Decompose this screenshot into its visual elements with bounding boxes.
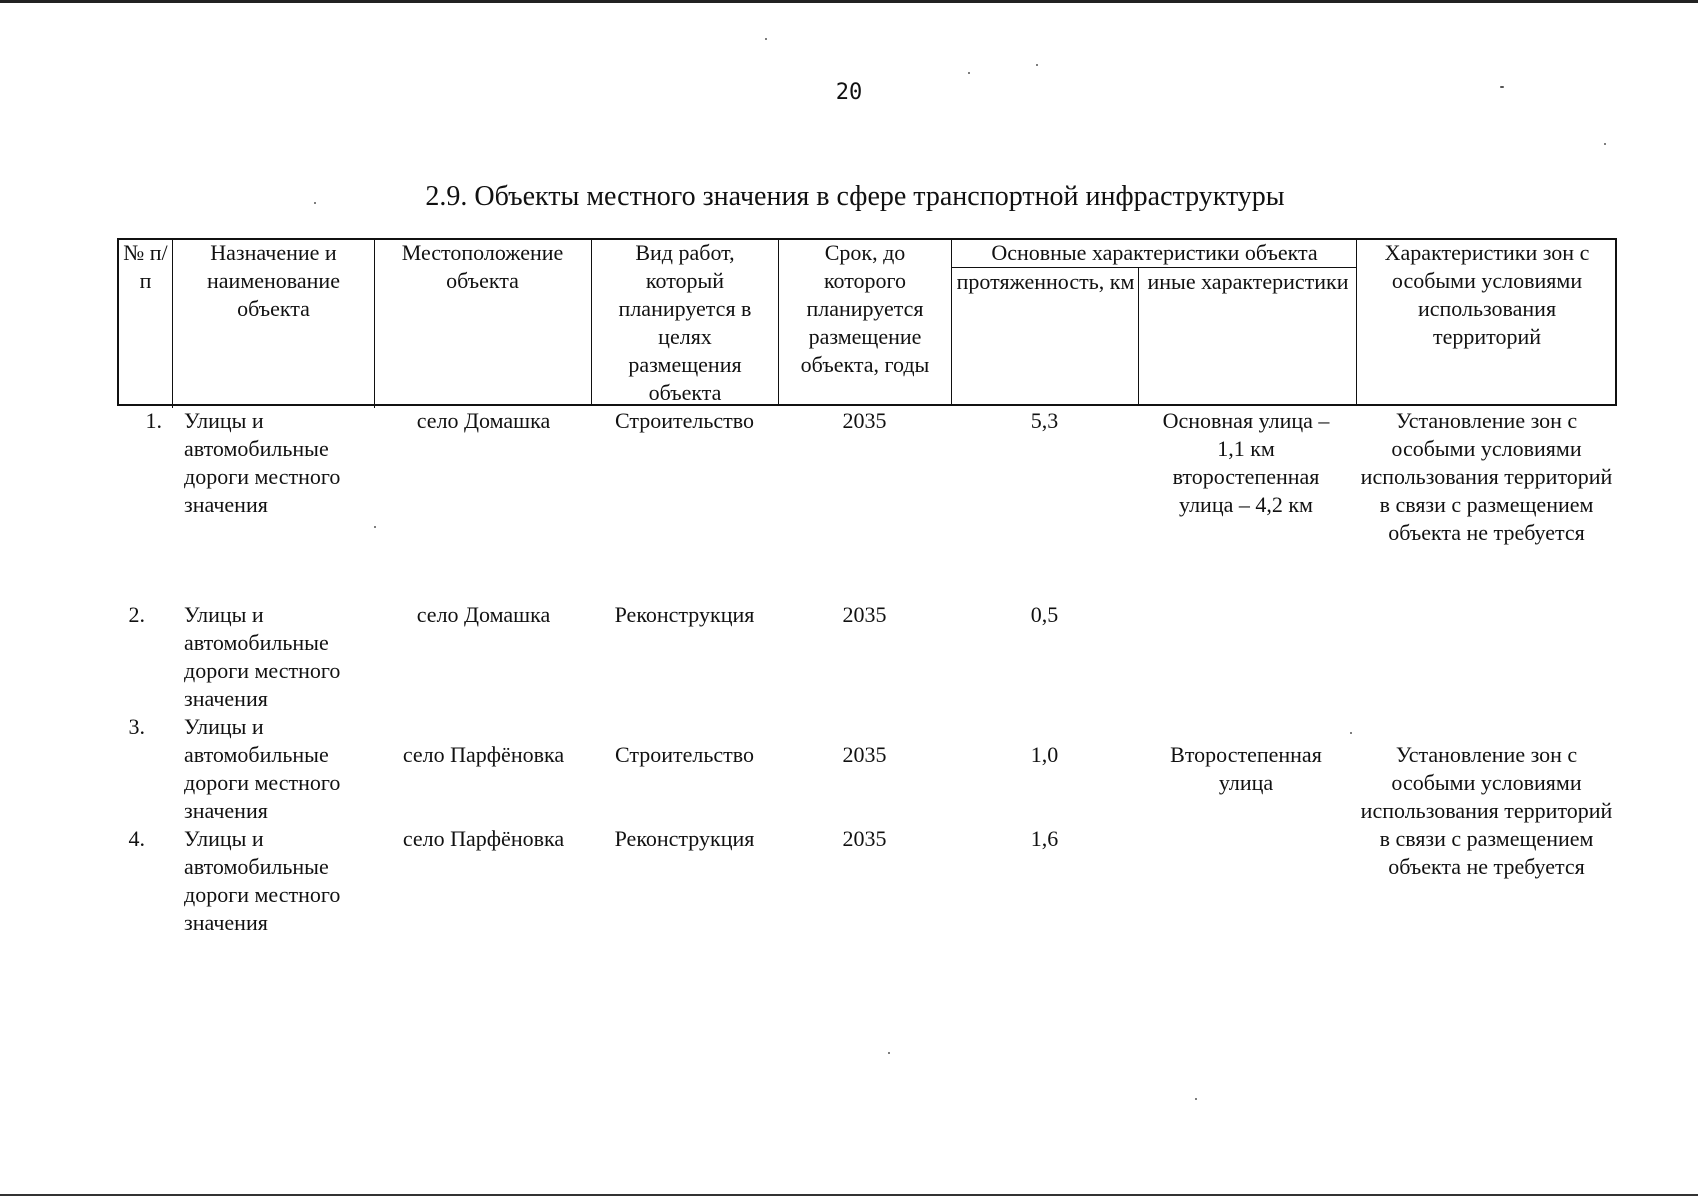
- page-number: 20: [835, 80, 863, 105]
- col-divider: [951, 238, 952, 406]
- col-divider: [591, 238, 592, 406]
- row-length: 1,0: [1030, 742, 1059, 767]
- row-name: Улицы и автомобильные дороги местного значения: [184, 408, 341, 517]
- scan-speck: [1195, 1098, 1197, 1100]
- scan-speck: [1604, 143, 1606, 145]
- scan-speck: [888, 1052, 890, 1054]
- row-term: 2035: [842, 826, 887, 851]
- scan-speck: [765, 38, 767, 40]
- row-name: Улицы и автомобильные дороги местного значения: [184, 714, 341, 823]
- col-divider: [172, 406, 173, 408]
- header-location: Местоположение объекта: [401, 240, 564, 293]
- col-divider: [778, 238, 779, 406]
- row-work-type: Строительство: [614, 742, 755, 767]
- header-name: Назначение и наименование объекта: [207, 240, 340, 321]
- col-divider: [1356, 238, 1357, 406]
- col-divider: [1138, 268, 1139, 406]
- row-term: 2035: [842, 602, 887, 627]
- row-zones: Установление зон с особыми условиями использования территорий в связи с размещением объекта не требуется: [1360, 742, 1613, 879]
- header-length: протяженность, км: [956, 269, 1135, 294]
- header-work-type: Вид работ, который планируется в целях размещения объекта: [618, 240, 752, 405]
- row-name: Улицы и автомобильные дороги местного значения: [184, 602, 341, 711]
- row-other-characteristics: Второстепенная улица: [1170, 742, 1322, 795]
- scan-speck: [1350, 732, 1352, 734]
- row-location: село Парфёновка: [402, 826, 565, 851]
- scan-speck: [968, 72, 970, 74]
- row-location: село Парфёновка: [402, 742, 565, 767]
- row-zones: Установление зон с особыми условиями использования территорий в связи с размещением объекта не требуется: [1360, 408, 1613, 545]
- row-length: 5,3: [1030, 408, 1059, 433]
- row-location: село Домашка: [416, 408, 551, 433]
- header-other-characteristics: иные характеристики: [1147, 269, 1349, 294]
- row-length: 0,5: [1030, 602, 1059, 627]
- scan-speck: [1036, 64, 1038, 66]
- section-title: 2.9. Объекты местного значения в сфере транспортной инфраструктуры: [425, 181, 1285, 212]
- header-zones: Характеристики зон с особыми условиями использования территорий: [1384, 240, 1590, 349]
- col-divider: [374, 406, 375, 408]
- row-term: 2035: [842, 742, 887, 767]
- header-term: Срок, до которого планируется размещение объекта, годы: [800, 240, 930, 377]
- scan-top-edge: [0, 0, 1698, 3]
- row-length: 1,6: [1030, 826, 1059, 851]
- row-work-type: Реконструкция: [614, 602, 755, 627]
- row-num: 4.: [128, 826, 145, 851]
- row-work-type: Реконструкция: [614, 826, 755, 851]
- scan-bottom-edge: [0, 1194, 1698, 1196]
- header-num: № п/п: [123, 240, 168, 293]
- row-term: 2035: [842, 408, 887, 433]
- col-divider: [172, 238, 173, 406]
- scan-speck: [374, 526, 376, 528]
- row-location: село Домашка: [416, 602, 551, 627]
- row-other-characteristics: Основная улица – 1,1 км второстепенная улица – 4,2 км: [1162, 408, 1330, 517]
- row-num: 3.: [128, 714, 145, 739]
- row-name: Улицы и автомобильные дороги местного значения: [184, 826, 341, 935]
- header-main-characteristics: Основные характеристики объекта: [991, 240, 1318, 265]
- col-divider: [374, 238, 375, 406]
- row-num: 2.: [128, 602, 145, 627]
- row-work-type: Строительство: [614, 408, 755, 433]
- row-num: 1.: [145, 408, 162, 433]
